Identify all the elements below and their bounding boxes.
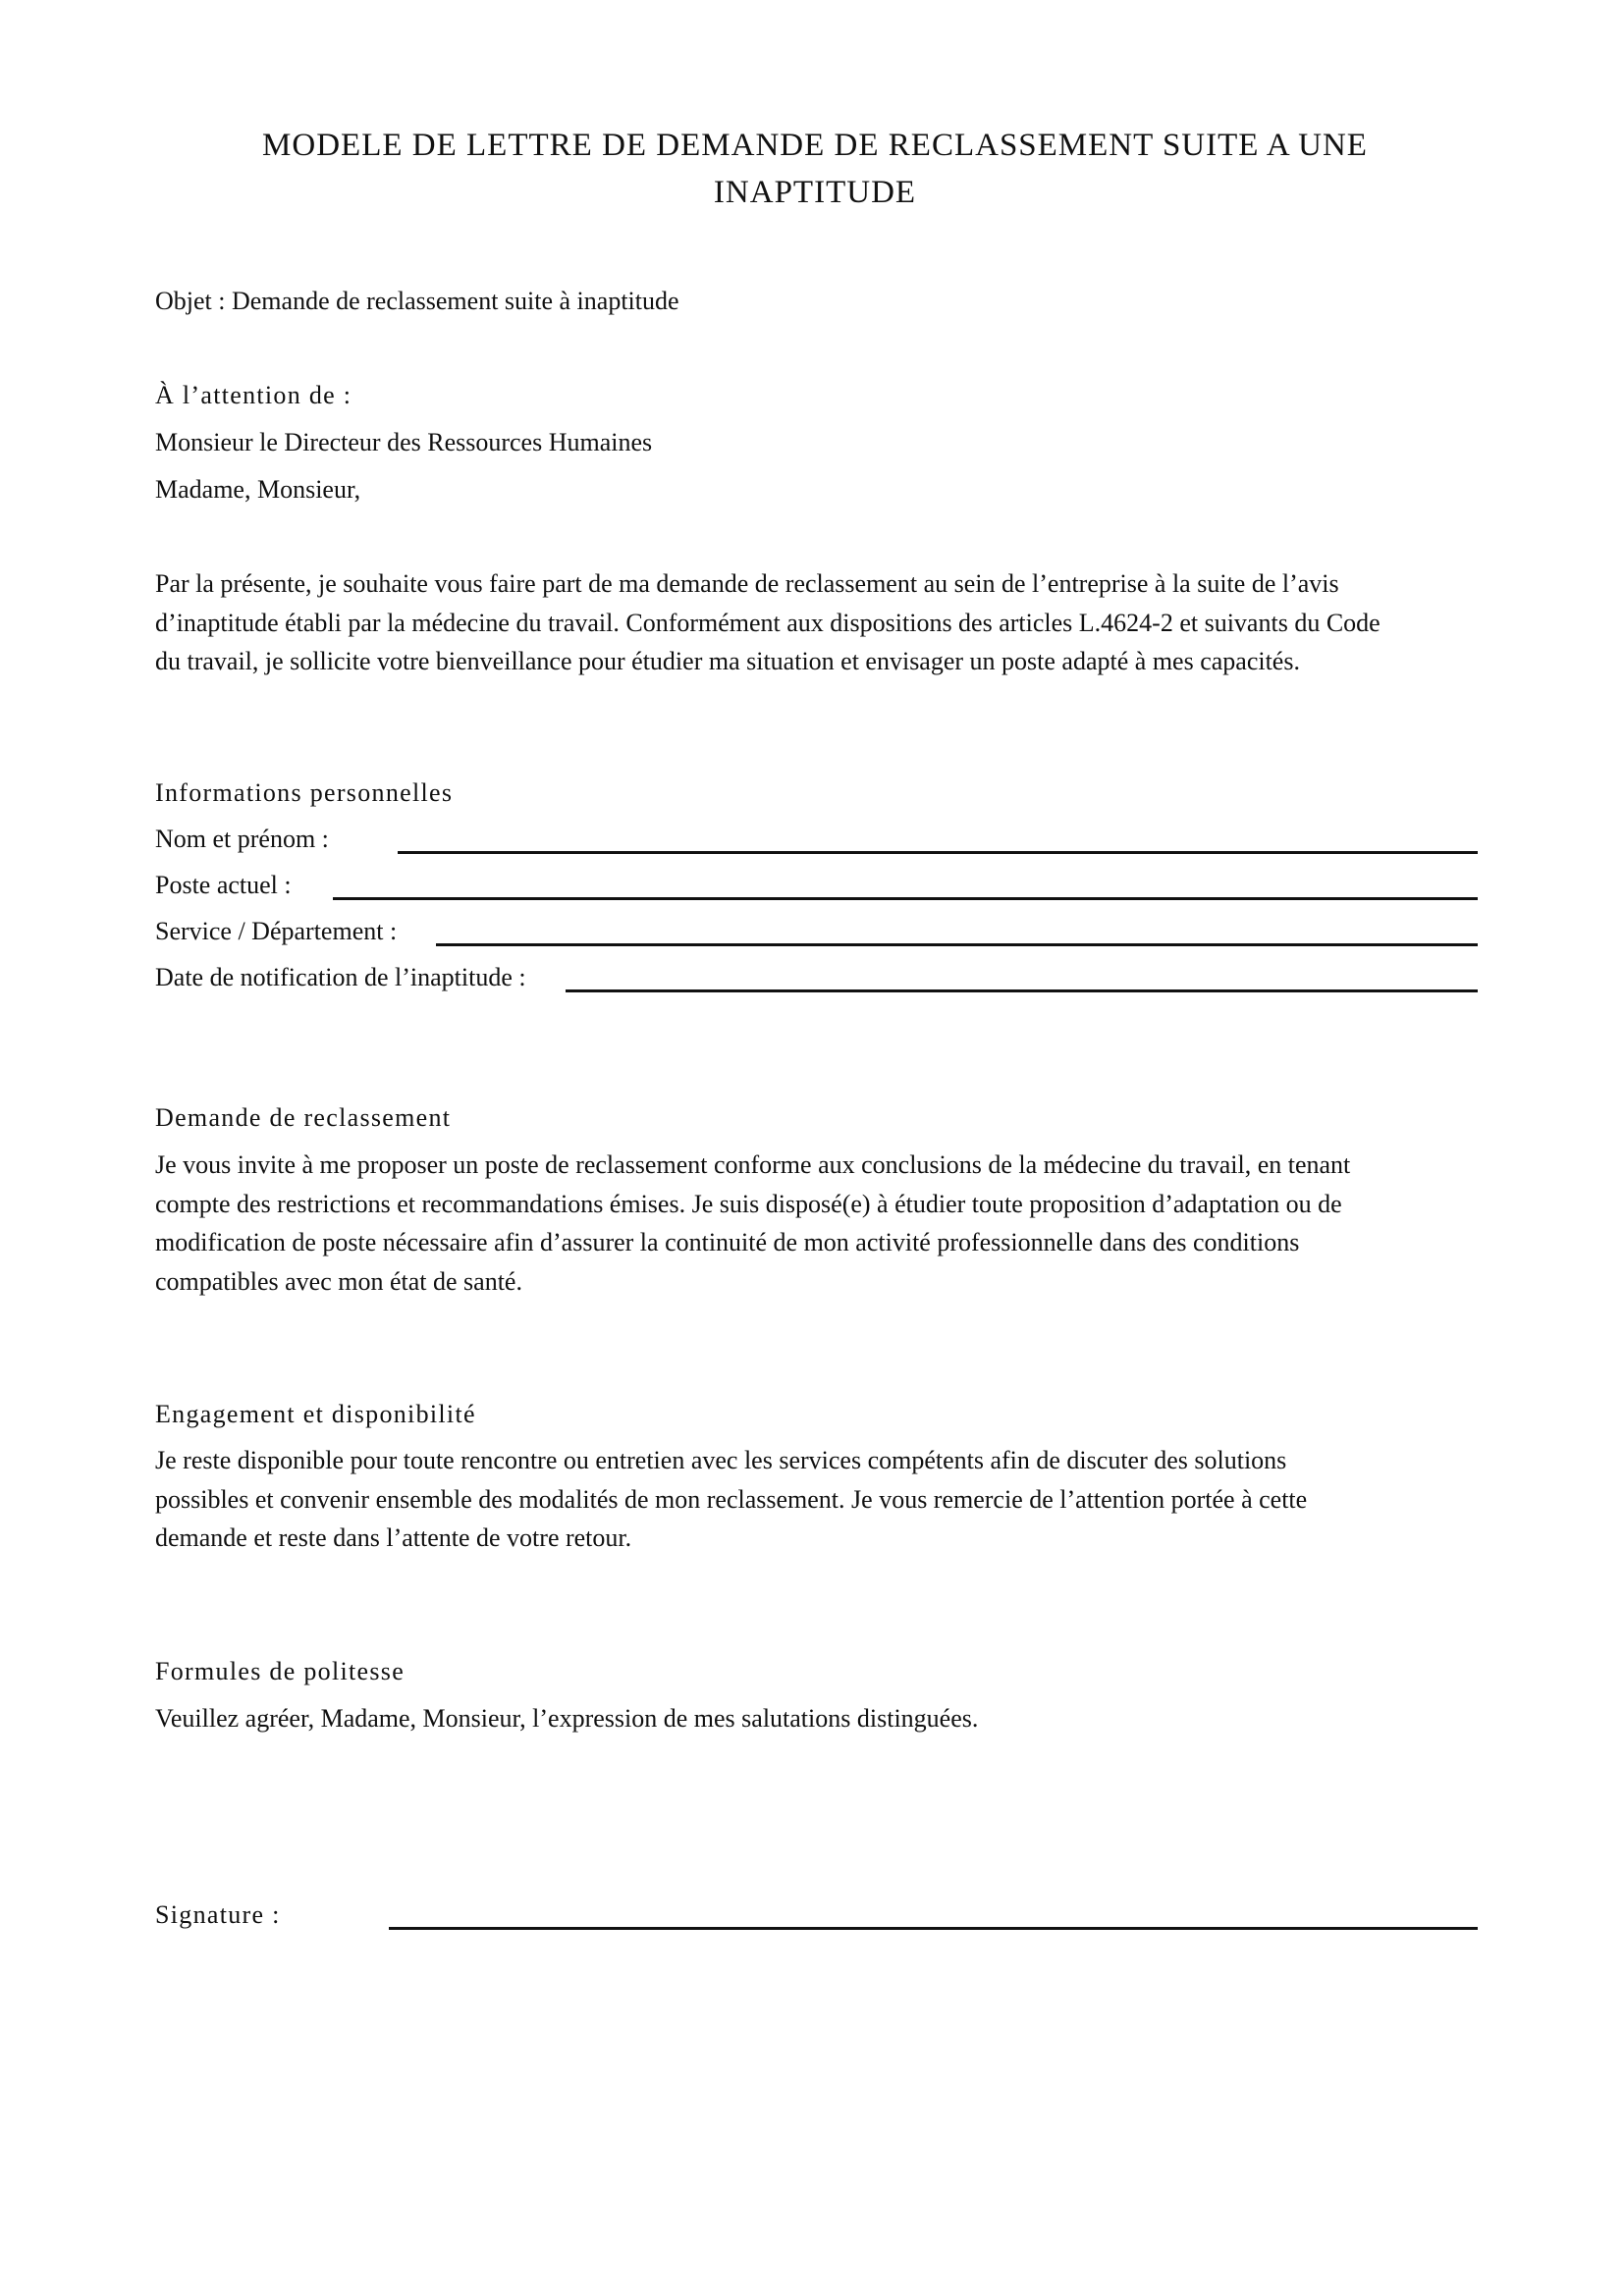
- field-poste-actuel: [155, 865, 1478, 904]
- paragraph-line: Je reste disponible pour toute rencontre ou entretien avec les services compétents afin de discuter des solutions: [155, 1446, 1287, 1474]
- paragraph-line: Par la présente, je souhaite vous faire part de ma demande de reclassement au sein de l’entreprise à la suite de l’avis: [155, 569, 1339, 598]
- reclassement-paragraph: [155, 1146, 1490, 1301]
- subject-line: Objet : Demande de reclassement suite à inaptitude: [155, 287, 679, 315]
- section-heading-politesse: Formules de politesse: [155, 1657, 406, 1685]
- attention-label: À l’attention de :: [155, 381, 352, 409]
- signature-row: [155, 1895, 1478, 1934]
- paragraph-line: demande et reste dans l’attente de votre retour.: [155, 1523, 632, 1552]
- intro-paragraph: [155, 564, 1490, 681]
- paragraph-line: possibles et convenir ensemble des modalités de mon reclassement. Je vous remercie de l’attention portée à cette: [155, 1484, 1308, 1514]
- signature-label: Signature :: [155, 1900, 281, 1929]
- engagement-paragraph: [155, 1441, 1490, 1558]
- section-heading-engagement: Engagement et disponibilité: [155, 1400, 476, 1428]
- field-label: Service / Département :: [155, 917, 398, 945]
- field-service-departement: [155, 911, 1478, 950]
- paragraph-line: modification de poste nécessaire afin d’assurer la continuité de mon activité professionnelle dans des conditions: [155, 1228, 1300, 1256]
- paragraph-line: compte des restrictions et recommandations émises. Je suis disposé(e) à étudier toute proposition d’adaptation ou de: [155, 1189, 1342, 1218]
- field-nom-prenom: [155, 819, 1478, 858]
- field-label: Date de notification de l’inaptitude :: [155, 963, 526, 991]
- field-date-notification: [155, 957, 1478, 996]
- nom-prenom-blank[interactable]: [398, 851, 1478, 854]
- section-heading-personal-info: Informations personnelles: [155, 778, 454, 807]
- recipient-name: Monsieur le Directeur des Ressources Humaines: [155, 428, 653, 456]
- field-label: Poste actuel :: [155, 871, 292, 899]
- date-notification-blank[interactable]: [566, 989, 1478, 992]
- service-departement-blank[interactable]: [436, 943, 1478, 946]
- paragraph-line: du travail, je sollicite votre bienveillance pour étudier ma situation et envisager un poste adapté à mes capacités.: [155, 647, 1300, 675]
- closing-formula: Veuillez agréer, Madame, Monsieur, l’expression de mes salutations distinguées.: [155, 1704, 979, 1733]
- signature-blank[interactable]: [389, 1927, 1478, 1930]
- document-title: [157, 122, 1473, 216]
- paragraph-line: Je vous invite à me proposer un poste de reclassement conforme aux conclusions de la médecine du travail, en tenant: [155, 1150, 1351, 1179]
- poste-actuel-blank[interactable]: [333, 897, 1478, 900]
- title-line: MODELE DE LETTRE DE DEMANDE DE RECLASSEMENT SUITE A UNE: [262, 128, 1368, 163]
- title-line: INAPTITUDE: [713, 175, 917, 210]
- field-label: Nom et prénom :: [155, 825, 329, 853]
- paragraph-line: compatibles avec mon état de santé.: [155, 1266, 522, 1296]
- salutation: Madame, Monsieur,: [155, 475, 361, 504]
- section-heading-reclassement: Demande de reclassement: [155, 1103, 452, 1132]
- paragraph-line: d’inaptitude établi par la médecine du travail. Conformément aux dispositions des articles L.4624-2 et suivants du Code: [155, 608, 1380, 637]
